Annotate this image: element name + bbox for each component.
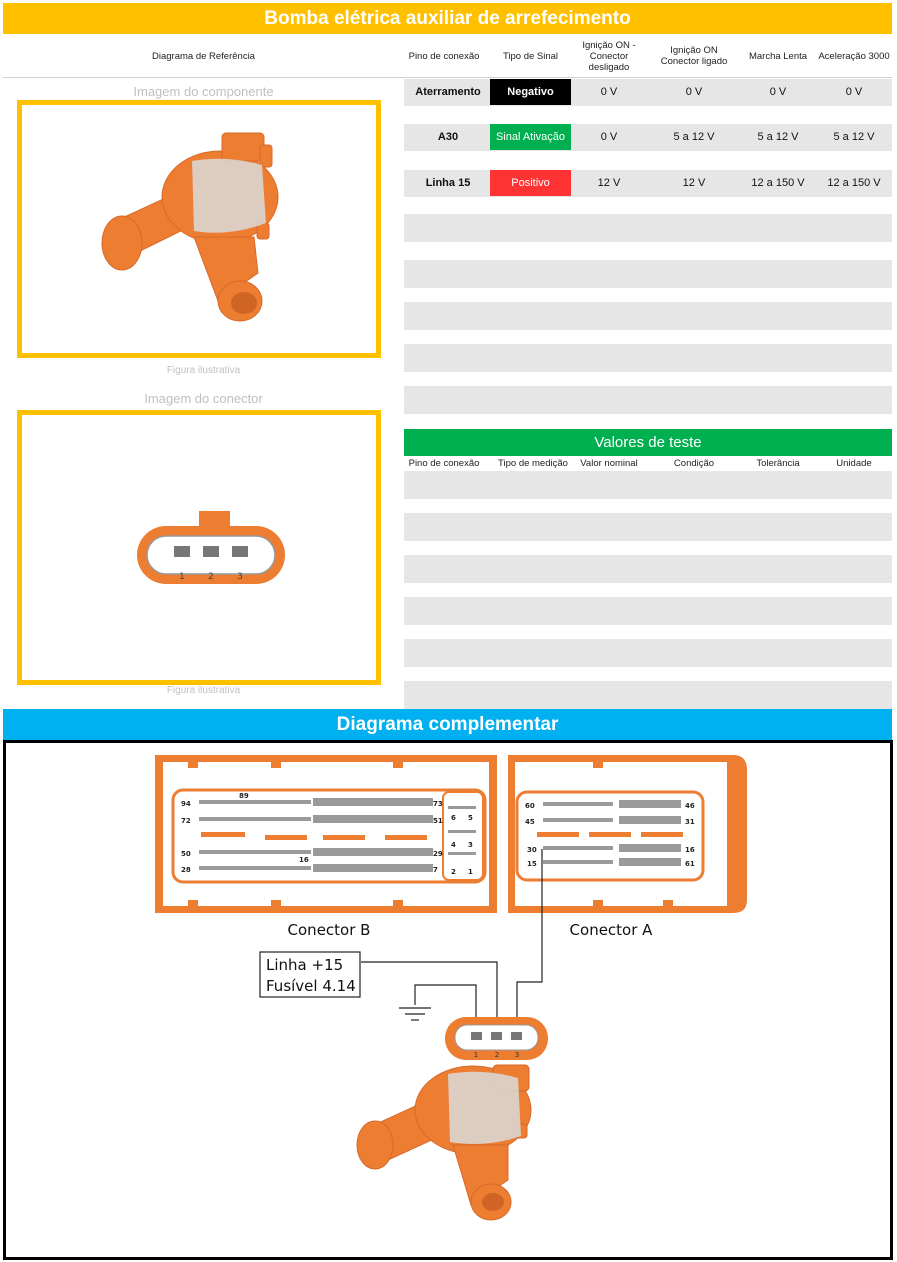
pump-pin-label: 3 — [514, 1051, 520, 1059]
test-row-empty — [404, 597, 892, 625]
callout-line-2: Fusível 4.14 — [266, 977, 356, 995]
table-row-empty — [404, 214, 892, 242]
pin-number: 3 — [468, 841, 473, 849]
pump-pin-label: 2 — [494, 1051, 500, 1059]
connector-b-label: Conector B — [287, 921, 371, 939]
table-row-empty — [404, 386, 892, 414]
pin-number: 28 — [181, 866, 191, 874]
pin-number: 2 — [451, 868, 456, 876]
header-divider — [3, 77, 892, 78]
connector-pin-label: 1 — [179, 572, 185, 582]
row-pin: Aterramento — [415, 86, 481, 98]
callout-line-1: Linha +15 — [266, 956, 344, 974]
pin-number: 15 — [527, 860, 537, 868]
row-value: 0 V — [845, 86, 863, 98]
signal-badge: Sinal Ativação — [490, 124, 571, 150]
ecu-connector-a — [508, 755, 747, 913]
test-col-header: Condição — [673, 458, 715, 469]
complementary-title: Diagrama complementar — [3, 709, 892, 740]
pin-number: 51 — [433, 817, 443, 825]
component-image-frame — [17, 100, 381, 358]
connector-image-frame — [17, 410, 381, 685]
test-row-empty — [404, 639, 892, 667]
row-value: 12 V — [597, 177, 621, 189]
sheet-title: Bomba elétrica auxiliar de arrefecimento — [3, 3, 892, 34]
table-row-empty — [404, 260, 892, 288]
pin-number: 29 — [433, 850, 443, 858]
pin-number: 45 — [525, 818, 535, 826]
pump-illustration — [357, 1065, 531, 1220]
pin-number: 61 — [685, 860, 695, 868]
component-caption: Imagem do componente — [133, 84, 274, 99]
row-value: 0 V — [685, 86, 703, 98]
row-value: 12 a 150 V — [827, 177, 881, 189]
signal-badge: Negativo — [490, 79, 571, 105]
test-row-empty — [404, 471, 892, 499]
pin-number: 73 — [433, 800, 443, 808]
pin-number: 50 — [181, 850, 191, 858]
pin-number: 89 — [239, 792, 249, 800]
table-row-empty — [404, 344, 892, 372]
connector-figure-note: Figura ilustrativa — [166, 685, 241, 696]
row-value: 12 a 150 V — [751, 177, 805, 189]
pin-number: 30 — [527, 846, 537, 854]
pin-number: 1 — [468, 868, 473, 876]
pin-number: 5 — [468, 814, 473, 822]
test-values-title: Valores de teste — [404, 429, 892, 456]
pump-connector — [445, 1017, 548, 1060]
row-value: 0 V — [769, 86, 787, 98]
component-figure-note: Figura ilustrativa — [166, 365, 241, 376]
pin-number: 46 — [685, 802, 695, 810]
pin-number: 6 — [451, 814, 456, 822]
test-row-empty — [404, 513, 892, 541]
pin-number: 7 — [433, 866, 438, 874]
pin-number: 60 — [525, 802, 535, 810]
table-row-empty — [404, 302, 892, 330]
test-col-header: Valor nominal — [580, 458, 638, 469]
test-col-header: Tolerância — [756, 458, 800, 469]
row-pin: Linha 15 — [425, 177, 471, 189]
test-col-header: Pino de conexão — [408, 458, 480, 469]
pump-pin-label: 1 — [473, 1051, 479, 1059]
pin-number: 72 — [181, 817, 191, 825]
connector-a-label: Conector A — [569, 921, 653, 939]
test-row-empty — [404, 555, 892, 583]
test-col-header: Tipo de medição — [498, 458, 568, 469]
reference-header: Diagrama de Referência — [152, 50, 255, 62]
row-value: 5 a 12 V — [757, 131, 799, 143]
pin-number: 4 — [451, 841, 456, 849]
col-header-accel: Aceleração 3000 — [818, 50, 890, 62]
test-row-empty — [404, 681, 892, 709]
col-header-ign-on: Ignição ON Conector ligado — [660, 45, 728, 67]
test-col-header: Unidade — [836, 458, 872, 469]
ecu-connector-b — [155, 755, 497, 913]
row-value: 5 a 12 V — [833, 131, 875, 143]
col-header-pin: Pino de conexão — [408, 50, 480, 62]
pin-number: 31 — [685, 818, 695, 826]
connector-caption: Imagem do conector — [144, 391, 263, 406]
pin-number: 16 — [685, 846, 695, 854]
connector-pin-label: 2 — [208, 572, 214, 582]
pump-image — [22, 105, 376, 353]
connector-drawing — [22, 415, 376, 680]
row-value: 5 a 12 V — [673, 131, 715, 143]
col-header-idle: Marcha Lenta — [748, 50, 808, 62]
col-header-signal: Tipo de Sinal — [502, 50, 559, 62]
pin-number: 94 — [181, 800, 191, 808]
row-value: 12 V — [682, 177, 706, 189]
row-value: 0 V — [600, 131, 618, 143]
connector-pin-label: 3 — [237, 572, 243, 582]
col-header-ign-off: Ignição ON - Conector desligado — [582, 39, 636, 73]
row-pin: A30 — [437, 131, 459, 143]
signal-badge: Positivo — [490, 170, 571, 196]
pin-number: 16 — [299, 856, 309, 864]
row-value: 0 V — [600, 86, 618, 98]
wiring-diagram — [3, 740, 893, 1260]
